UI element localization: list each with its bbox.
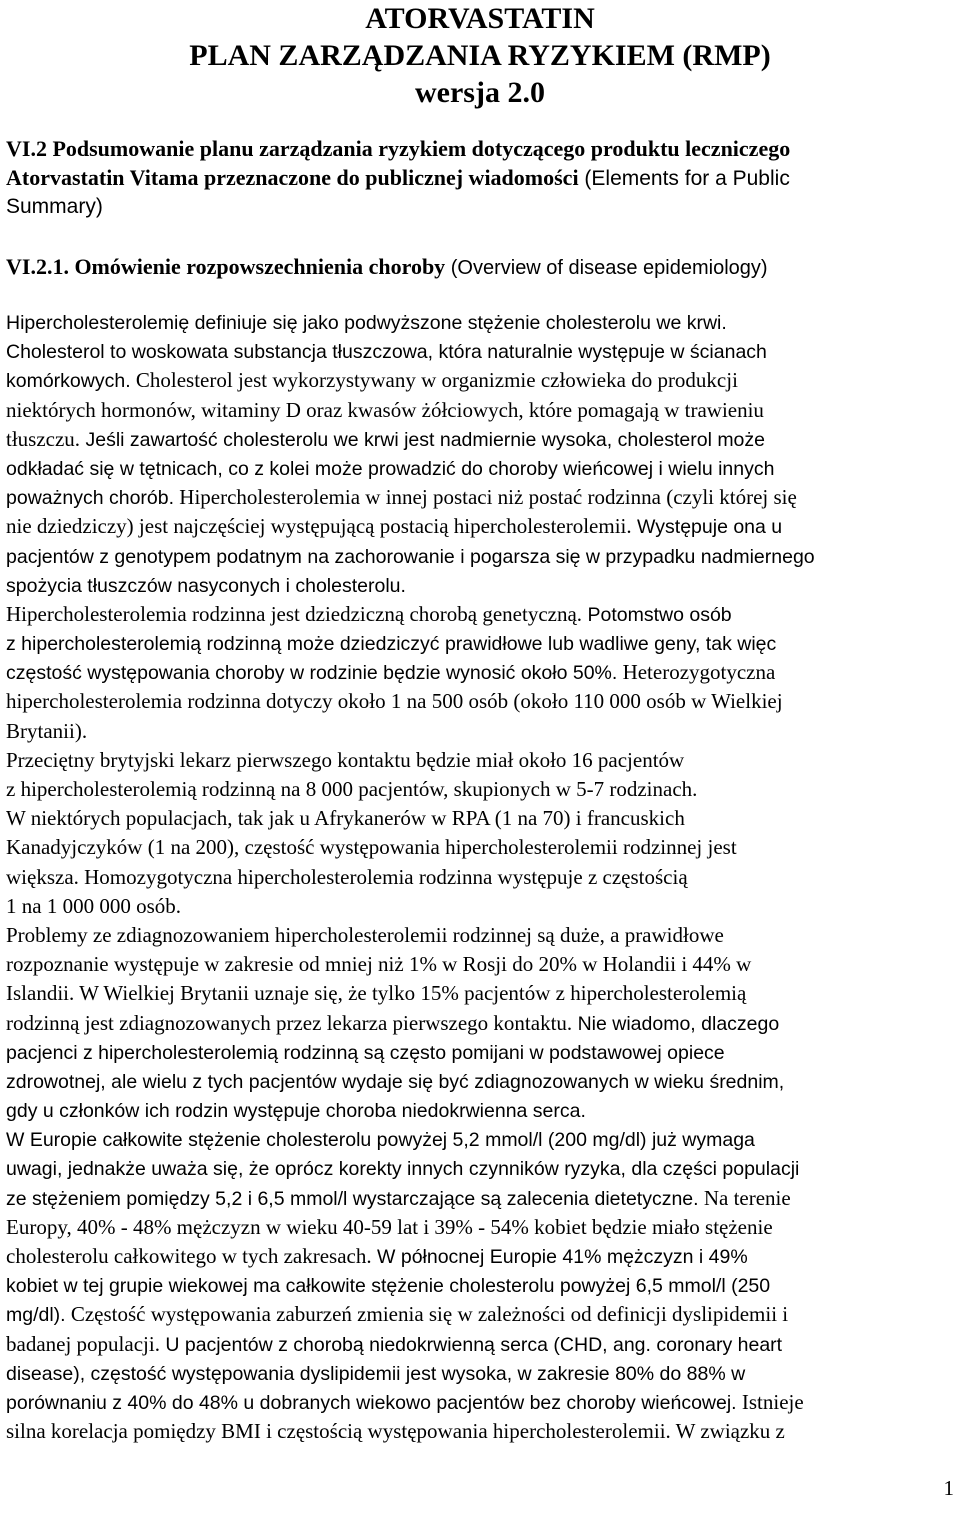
- body-line: [6, 1417, 954, 1446]
- body-text-segment: hipercholesterolemia rodzinna dotyczy około 1 na 500 osób (około 110 000 osób w Wielkiej: [6, 689, 783, 714]
- body-line: [6, 1359, 954, 1388]
- body-text-segment: porównaniu z 40% do 48% u dobranych wiekowo pacjentów bez choroby wieńcowej.: [6, 1391, 737, 1414]
- body-text-segment: 1 na 1 000 000 osób.: [6, 893, 181, 918]
- body-line: [6, 1271, 954, 1300]
- document-title: [0, 0, 960, 111]
- body-text-segment: W Europie całkowite stężenie cholesterolu powyżej 5,2 mmol/l (200 mg/dl) już wymaga: [6, 1129, 755, 1152]
- page-number: 1: [943, 1476, 954, 1500]
- body-line: [6, 337, 954, 366]
- body-text-segment: częstość występowania choroby w rodzinie będzie wynosić około 50%.: [6, 662, 618, 685]
- body-line: [6, 629, 954, 658]
- body-line: [6, 308, 954, 337]
- body-text-segment: ze stężeniem pomiędzy 5,2 i 6,5 mmol/l wystarczające są zalecenia dietetyczne.: [6, 1187, 699, 1210]
- body-text-segment: Istnieje: [736, 1389, 804, 1414]
- body-line: [6, 921, 954, 950]
- body-line: [6, 717, 954, 746]
- body-line: [6, 1213, 954, 1242]
- body-text-segment: Cholesterol jest wykorzystywany w organizmie człowieka do produkcji: [130, 368, 738, 393]
- body-line: [6, 833, 954, 862]
- subsection-heading: [6, 253, 954, 283]
- body-text-segment: zdrowotnej, ale wielu z tych pacjentów wydaje się być zdiagnozowanych w wieku średnim,: [6, 1070, 785, 1093]
- section-heading-line2-normal: (Elements for a Public: [578, 166, 790, 190]
- title-line-drug: ATORVASTATIN: [365, 2, 595, 35]
- body-line: [6, 454, 954, 483]
- body-text-segment: poważnych chorób.: [6, 487, 175, 510]
- body-text-segment: komórkowych.: [6, 370, 131, 393]
- body-line: [6, 366, 954, 395]
- body-text-segment: W północnej Europie 41% mężczyzn i 49%: [371, 1246, 748, 1268]
- body-text-segment: odkładać się w tętnicach, co z kolei może prowadzić do choroby wieńcowej i wielu innych: [6, 457, 775, 480]
- body-text-segment: kobiet w tej grupie wiekowej ma całkowite stężenie cholesterolu powyżej 6,5 mmol/l (250: [6, 1275, 771, 1298]
- body-text-segment: Problemy ze zdiagnozowaniem hipercholesterolemii rodzinnej są duże, a prawidłowe: [6, 922, 724, 947]
- body-text-segment: z hipercholesterolemią rodzinną może dziedziczyć prawidłowe lub wadliwe geny, tak więc: [6, 633, 777, 656]
- body-line: [6, 396, 954, 425]
- body-line: [6, 658, 954, 687]
- body-text-segment: Kanadyjczyków (1 na 200), częstość występowania hipercholesterolemii rodzinnej jest: [6, 835, 737, 860]
- body-text-segment: większa. Homozygotyczna hipercholesterolemia rodzinna występuje z częstością: [6, 864, 688, 889]
- body-text-segment: Nie wiadomo, dlaczego: [572, 1012, 780, 1035]
- body-text-segment: uwagi, jednakże uważa się, że oprócz korekty innych czynników ryzyka, dla części populacji: [6, 1158, 800, 1181]
- body-text-segment: z hipercholesterolemią rodzinną na 8 000 pacjentów, skupionych w 5-7 rodzinach.: [6, 777, 698, 801]
- body-text-segment: Hipercholesterolemię definiuje się jako podwyższone stężenie cholesterolu we krwi.: [6, 312, 727, 334]
- section-heading-line2-bold: Atorvastatin Vitama przeznaczone do publicznej wiadomości: [6, 164, 579, 190]
- body-text-segment: pacjenci z hipercholesterolemią rodzinną są często pomijani w podstawowej opiece: [6, 1041, 725, 1064]
- body-text-segment: Na terenie: [698, 1185, 791, 1210]
- body-text-segment: badanej populacji.: [6, 1331, 160, 1356]
- body-line: [6, 746, 954, 775]
- body-line: [6, 950, 954, 979]
- body-text-segment: rozpoznanie występuje w zakresie od mniej niż 1% w Rosji do 20% w Holandii i 44% w: [6, 952, 752, 977]
- subsection-heading-normal: (Overview of disease epidemiology): [445, 257, 768, 279]
- body-text-segment: Jeśli zawartość cholesterolu we krwi jest nadmiernie wysoka, cholesterol może: [80, 428, 765, 451]
- body-text-segment: Hipercholesterolemia w innej postaci niż postać rodzinna (czyli której się: [174, 485, 797, 510]
- body-line: [6, 1096, 954, 1125]
- body-text-segment: Występuje ona u: [631, 516, 783, 539]
- body-line: [6, 1388, 954, 1417]
- body-line: [6, 542, 954, 571]
- body-text-segment: tłuszczu.: [6, 426, 81, 451]
- body-line: [6, 804, 954, 833]
- body-line: [6, 1125, 954, 1154]
- body-text-segment: disease), częstość występowania dyslipidemii jest wysoka, w zakresie 80% do 88% w: [6, 1362, 746, 1385]
- body-text-segment: Europy, 40% - 48% mężczyzn w wieku 40-59 lat i 39% - 54% kobiet będzie miało stężenie: [6, 1214, 773, 1239]
- body-line: [6, 1067, 954, 1096]
- body-text-segment: pacjentów z genotypem podatnym na zachorowanie i pogarsza się w przypadku nadmiernego: [6, 545, 815, 568]
- body-line: [6, 1009, 954, 1038]
- body-text-segment: mg/dl).: [6, 1304, 66, 1327]
- body-text-segment: U pacjentów z chorobą niedokrwienną serca (CHD, ang. coronary heart: [159, 1333, 783, 1356]
- body-text-segment: Przeciętny brytyjski lekarz pierwszego kontaktu będzie miał około 16 pacjentów: [6, 747, 685, 772]
- body-text-segment: Hipercholesterolemia rodzinna jest dziedziczną chorobą genetyczną.: [6, 601, 583, 626]
- body-line: [6, 863, 954, 892]
- body-line: [6, 600, 954, 629]
- body-text-segment: cholesterolu całkowitego w tych zakresach.: [6, 1244, 372, 1268]
- title-line-plan: PLAN ZARZĄDZANIA RYZYKIEM (RMP): [189, 39, 771, 72]
- body-line: [6, 1330, 954, 1359]
- subsection-heading-bold: VI.2.1. Omówienie rozpowszechnienia choroby: [6, 254, 446, 279]
- body-line: [6, 425, 954, 454]
- body-paragraphs: [6, 308, 954, 1446]
- body-text-segment: Cholesterol to woskowata substancja tłuszczowa, która naturalnie występuje w ścianach: [6, 341, 767, 364]
- body-line: [6, 1038, 954, 1067]
- title-line-version: wersja 2.0: [415, 76, 545, 109]
- body-line: [6, 512, 954, 541]
- body-line: [6, 1184, 954, 1213]
- body-line: [6, 1300, 954, 1329]
- body-line: [6, 1154, 954, 1183]
- body-line: [6, 775, 954, 804]
- section-heading-line2: [6, 164, 954, 194]
- body-line: [6, 483, 954, 512]
- body-text-segment: spożycia tłuszczów nasyconych i cholesterolu.: [6, 574, 406, 597]
- body-line: [6, 892, 954, 921]
- section-heading-line3: Summary): [6, 195, 103, 218]
- body-text-segment: Heterozygotyczna: [617, 660, 776, 685]
- body-text-segment: W niektórych populacjach, tak jak u Afrykanerów w RPA (1 na 70) i francuskich: [6, 806, 685, 831]
- section-heading-line1: VI.2 Podsumowanie planu zarządzania ryzykiem dotyczącego produktu leczniczego: [6, 136, 791, 161]
- body-text-segment: Islandii. W Wielkiej Brytanii uznaje się, że tylko 15% pacjentów z hipercholesterolemią: [6, 981, 747, 1006]
- section-heading: [6, 135, 954, 222]
- body-text-segment: Potomstwo osób: [582, 603, 732, 626]
- body-text-segment: Brytanii).: [6, 718, 88, 743]
- body-text-segment: nie dziedziczy) jest najczęściej występującą postacią hipercholesterolemii.: [6, 514, 632, 539]
- body-text-segment: niektórych hormonów, witaminy D oraz kwasów żółciowych, które pomagają w trawieniu: [6, 397, 764, 422]
- body-line: [6, 687, 954, 716]
- body-text-segment: Częstość występowania zaburzeń zmienia się w zależności od definicji dyslipidemii i: [65, 1302, 789, 1327]
- body-text-segment: silna korelacja pomiędzy BMI i częstością występowania hipercholesterolemii. W związku z: [6, 1419, 785, 1444]
- body-line: [6, 571, 954, 600]
- body-line: [6, 1242, 954, 1271]
- body-text-segment: rodzinną jest zdiagnozowanych przez lekarza pierwszego kontaktu.: [6, 1010, 573, 1035]
- body-line: [6, 979, 954, 1008]
- body-text-segment: gdy u członków ich rodzin występuje choroba niedokrwienna serca.: [6, 1100, 586, 1123]
